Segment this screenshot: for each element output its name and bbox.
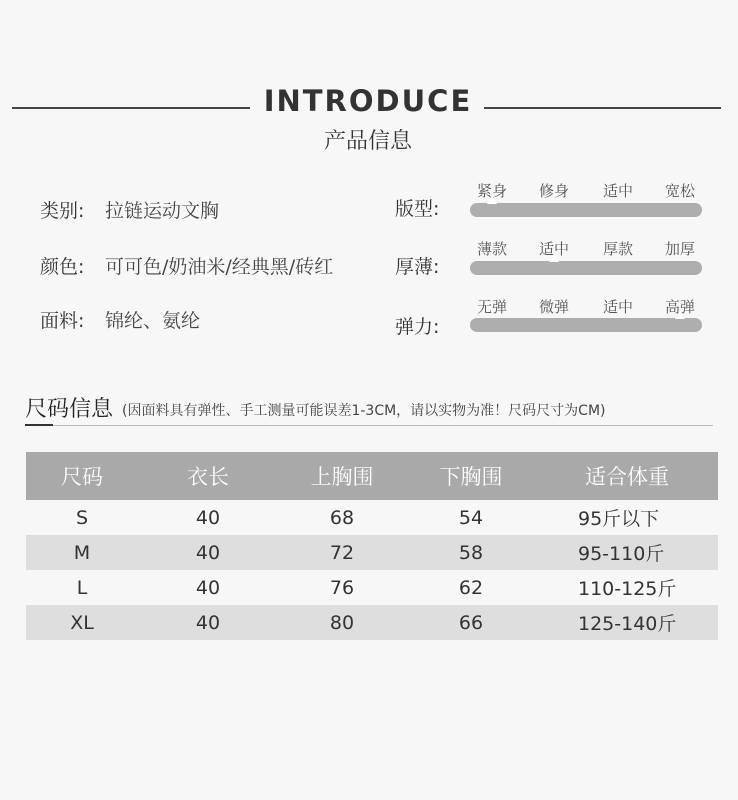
thickness-option: 加厚 — [664, 240, 696, 258]
fit-label: 版型: — [395, 198, 440, 220]
fit-option: 适中 — [602, 182, 634, 200]
table-row — [26, 570, 718, 605]
fit-option: 紧身 — [476, 182, 508, 200]
under-bust-cell: 62 — [458, 576, 484, 599]
weight-cell: 110-125斤 — [578, 578, 677, 600]
color-value: 可可色/奶油米/经典黑/砖红 — [105, 256, 334, 278]
size-cell: S — [75, 506, 89, 529]
fit-scale-track — [470, 203, 702, 217]
color-label: 颜色: — [40, 256, 85, 278]
thickness-option: 厚款 — [602, 240, 634, 258]
fit-marker — [487, 196, 497, 204]
elasticity-scale-labels — [470, 296, 702, 316]
length-cell: 40 — [195, 611, 221, 634]
fabric-value: 锦纶、氨纶 — [105, 310, 201, 332]
elasticity-label: 弹力: — [395, 316, 440, 338]
under-bust-cell: 66 — [458, 611, 484, 634]
header-divider-right — [484, 107, 721, 109]
size-table-header — [26, 452, 718, 500]
elasticity-option: 高弹 — [664, 298, 696, 316]
weight-cell: 95-110斤 — [578, 543, 665, 565]
table-row — [26, 535, 718, 570]
size-cell: M — [73, 541, 91, 564]
page-title: INTRODUCE — [263, 84, 473, 118]
thickness-option: 适中 — [538, 240, 570, 258]
elasticity-option: 微弹 — [538, 298, 570, 316]
upper-bust-cell: 68 — [329, 506, 355, 529]
page-subtitle: 产品信息 — [323, 129, 412, 154]
thickness-label: 厚薄: — [395, 256, 440, 278]
size-table — [26, 452, 718, 640]
thickness-option: 薄款 — [476, 240, 508, 258]
length-cell: 40 — [195, 506, 221, 529]
table-row — [26, 500, 718, 535]
fabric-label: 面料: — [40, 310, 85, 332]
category-value: 拉链运动文胸 — [105, 200, 220, 222]
header-under-bust: 下胸围 — [439, 465, 503, 489]
elasticity-scale-track — [470, 318, 702, 332]
header-upper-bust: 上胸围 — [310, 465, 374, 489]
weight-cell: 95斤以下 — [578, 508, 660, 530]
category-label: 类别: — [40, 200, 85, 222]
under-bust-cell: 54 — [458, 506, 484, 529]
elasticity-option: 无弹 — [476, 298, 508, 316]
upper-bust-cell: 80 — [329, 611, 355, 634]
size-cell: XL — [70, 611, 94, 634]
thickness-scale-track — [470, 261, 702, 275]
fit-scale-labels — [470, 180, 702, 200]
elasticity-marker — [675, 311, 685, 319]
length-cell: 40 — [195, 576, 221, 599]
size-section-divider — [25, 425, 713, 426]
size-section-accent — [25, 424, 53, 426]
size-cell: L — [76, 576, 88, 599]
weight-cell: 125-140斤 — [578, 613, 677, 635]
thickness-scale-labels — [470, 238, 702, 258]
table-row — [26, 605, 718, 640]
upper-bust-cell: 76 — [329, 576, 355, 599]
fit-option: 宽松 — [664, 182, 696, 200]
size-section-note: (因面料具有弹性、手工测量可能误差1-3CM，请以实物为准！尺码尺寸为CM) — [122, 403, 606, 419]
under-bust-cell: 58 — [458, 541, 484, 564]
elasticity-option: 适中 — [602, 298, 634, 316]
header-divider-left — [12, 107, 250, 109]
header-length: 衣长 — [187, 465, 229, 489]
length-cell: 40 — [195, 541, 221, 564]
header-weight: 适合体重 — [585, 465, 669, 489]
header-size: 尺码 — [61, 465, 103, 489]
thickness-marker — [549, 254, 559, 262]
size-section-title: 尺码信息 — [25, 397, 114, 422]
upper-bust-cell: 72 — [329, 541, 355, 564]
fit-option: 修身 — [538, 182, 570, 200]
